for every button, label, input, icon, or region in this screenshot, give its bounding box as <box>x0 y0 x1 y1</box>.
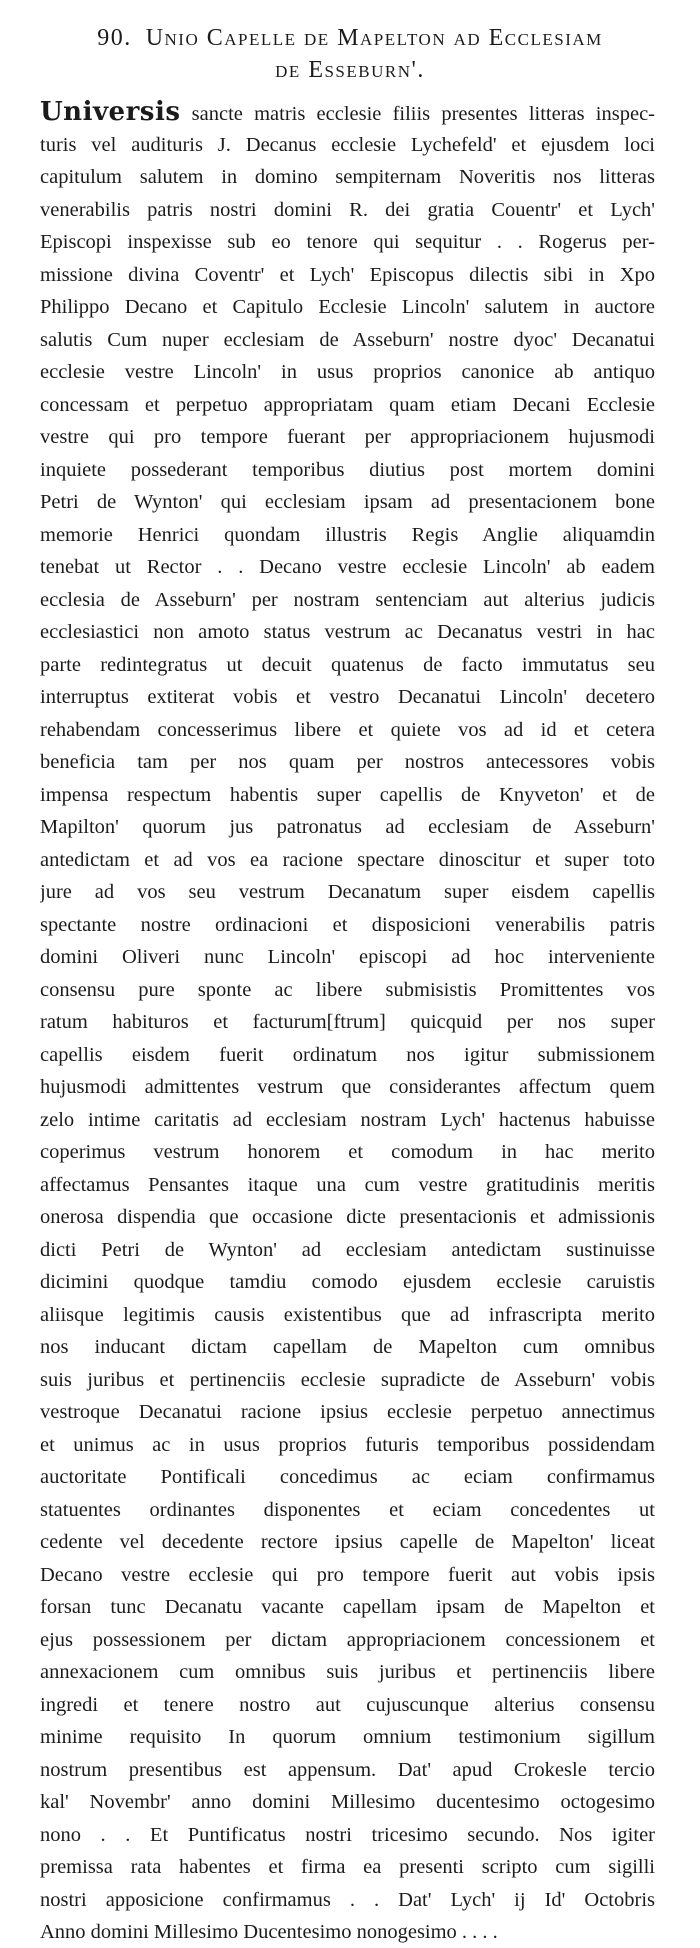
text-line-content: nono . . Et Puntificatus nostri tricesimo secundo. Nos igiter <box>40 1823 655 1846</box>
text-line-content: Mapilton' quorum jus patronatus ad ecclesiam de Asseburn' <box>40 816 655 838</box>
text-line <box>40 1526 655 1558</box>
text-line-content: missione divina Coventr' et Lych' Episcopus dilectis sibi in Xpo <box>40 263 655 286</box>
text-line-content: concessam et perpetuo appropriatam quam etiam Decani Ecclesie <box>40 393 655 416</box>
text-line <box>40 941 655 973</box>
text-line-content: et unimus ac in usus proprios futuris temporibus possidendam <box>40 1433 655 1456</box>
text-line-content: domini Oliveri nunc Lincoln' episcopi ad hoc interveniente <box>40 946 655 968</box>
text-line <box>40 551 655 583</box>
text-line-content: forsan tunc Decanatu vacante capellam ipsam de Mapelton et <box>40 1596 655 1618</box>
text-line <box>40 1006 655 1038</box>
text-line <box>40 1559 655 1591</box>
text-line-content: venerabilis patris nostri domini R. dei gratia Couentr' et Lych' <box>40 198 655 221</box>
text-line-content: nos inducant dictam capellam de Mapelton cum omnibus <box>40 1336 655 1358</box>
text-line-content: sancte matris ecclesie filiis presentes litteras inspec- <box>191 103 655 125</box>
text-line <box>40 1916 655 1948</box>
text-line <box>40 226 655 258</box>
text-line <box>40 96 655 130</box>
text-line-content: tenebat ut Rector . . Decano vestre ecclesie Lincoln' ab eadem <box>40 556 655 578</box>
text-line <box>40 1266 655 1298</box>
text-line <box>40 129 655 161</box>
text-line <box>40 681 655 713</box>
text-line-content: ecclesia de Asseburn' per nostram sentenciam aut alterius judicis <box>40 588 655 611</box>
text-line-content: statuentes ordinantes disponentes et eciam concedentes ut <box>40 1498 655 1521</box>
text-line <box>40 1039 655 1071</box>
text-line <box>40 1071 655 1103</box>
text-line <box>40 161 655 193</box>
text-line-content: coperimus vestrum honorem et comodum in hac merito <box>40 1141 655 1163</box>
text-line-content: cedente vel decedente rectore ipsius capelle de Mapelton' liceat <box>40 1531 655 1553</box>
text-line <box>40 844 655 876</box>
text-line-content: memorie Henrici quondam illustris Regis Anglie aliquamdin <box>40 523 655 546</box>
text-line-content: spectante nostre ordinacioni et disposicioni venerabilis patris <box>40 913 655 936</box>
text-line-content: vestroque Decanatui racione ipsius ecclesie perpetuo annectimus <box>40 1401 655 1423</box>
text-line-content: vestre qui pro tempore fuerant per appropriacionem hujusmodi <box>40 426 655 448</box>
text-line <box>40 1104 655 1136</box>
text-line <box>40 291 655 323</box>
text-line <box>40 454 655 486</box>
text-line-content: parte redintegratus ut decuit quatenus de facto immutatus seu <box>40 653 655 676</box>
text-line-content: aliisque legitimis causis existentibus que ad infrascripta merito <box>40 1303 655 1326</box>
text-line <box>40 616 655 648</box>
text-line <box>40 421 655 453</box>
text-line <box>40 584 655 616</box>
text-line <box>40 811 655 843</box>
text-line <box>40 1721 655 1753</box>
text-line <box>40 1364 655 1396</box>
text-line <box>40 1851 655 1883</box>
text-line <box>40 356 655 388</box>
text-line <box>40 1331 655 1363</box>
text-line <box>40 194 655 226</box>
charter-heading-line-1 <box>0 22 700 54</box>
text-line-content: impensa respectum habentis super capellis de Knyveton' et de <box>40 783 655 806</box>
text-line <box>40 1461 655 1493</box>
text-line-content: auctoritate Pontificali concedimus ac eciam confirmamus <box>40 1466 655 1488</box>
text-line <box>40 1786 655 1818</box>
text-line-content: Philippo Decano et Capitulo Ecclesie Lincoln' salutem in auctore <box>40 296 655 318</box>
text-line <box>40 1754 655 1786</box>
text-line-content: dicimini quodque tamdiu comodo ejusdem ecclesie caruistis <box>40 1271 655 1293</box>
charter-title: Unio Capelle de Mapelton ad Ecclesiam <box>145 25 603 51</box>
text-line <box>40 876 655 908</box>
text-line-content: nostri apposicione confirmamus . . Dat' Lych' ij Id' Octobris <box>40 1888 655 1911</box>
text-line <box>40 1429 655 1461</box>
text-line <box>40 259 655 291</box>
text-line-content: onerosa dispendia que occasione dicte presentacionis et admissionis <box>40 1206 655 1228</box>
text-line-content: minime requisito In quorum omnium testimonium sigillum <box>40 1726 655 1748</box>
text-line-content: rehabendam concesserimus libere et quiete vos ad id et cetera <box>40 718 655 741</box>
text-line-content: dicti Petri de Wynton' ad ecclesiam antedictam sustinuisse <box>40 1238 655 1261</box>
text-line <box>40 1136 655 1168</box>
text-line <box>40 746 655 778</box>
text-line-content: Anno domini Millesimo Ducentesimo nonogesimo . . . . <box>40 1921 498 1943</box>
text-line-content: interruptus extiterat vobis et vestro Decanatui Lincoln' decetero <box>40 686 655 708</box>
text-line-content: inquiete possederant temporibus diutius post mortem domini <box>40 458 655 481</box>
text-line-content: consensu pure sponte ac libere submisistis Promittentes vos <box>40 978 655 1001</box>
text-line <box>40 1624 655 1656</box>
text-line-content: ecclesiastici non amoto status vestrum ac Decanatus vestri in hac <box>40 621 655 643</box>
text-line-content: Decano vestre ecclesie qui pro tempore fuerit aut vobis ipsis <box>40 1563 655 1586</box>
text-line-content: antedictam et ad vos ea racione spectare dinoscitur et super toto <box>40 848 655 871</box>
text-line <box>40 389 655 421</box>
text-line <box>40 1169 655 1201</box>
text-line <box>40 714 655 746</box>
text-line-content: Petri de Wynton' qui ecclesiam ipsam ad presentacionem bone <box>40 491 655 513</box>
text-line <box>40 324 655 356</box>
text-line <box>40 519 655 551</box>
text-line <box>40 1234 655 1266</box>
text-line-content: ratum habituros et facturum[ftrum] quicquid per nos super <box>40 1011 655 1033</box>
text-line <box>40 1656 655 1688</box>
text-line-content: suis juribus et pertinenciis ecclesie supradicte de Asseburn' vobis <box>40 1368 655 1391</box>
text-line <box>40 1299 655 1331</box>
text-line <box>40 1201 655 1233</box>
charter-heading-line-2: de Esseburn'. <box>275 57 425 83</box>
text-line-content: salutis Cum nuper ecclesiam de Asseburn' nostre dyoc' Decanatui <box>40 328 655 351</box>
charter-number: 90. <box>97 25 132 51</box>
text-line-content: jure ad vos seu vestrum Decanatum super eisdem capellis <box>40 881 655 903</box>
text-line-content: beneficia tam per nos quam per nostros antecessores vobis <box>40 751 655 773</box>
text-line-content: kal' Novembr' anno domini Millesimo ducentesimo octogesimo <box>40 1791 655 1813</box>
text-line <box>40 1819 655 1851</box>
text-line-content: Episcopi inspexisse sub eo tenore qui sequitur . . Rogerus per- <box>40 231 655 253</box>
incipit-word: Universis <box>40 97 181 127</box>
text-line <box>40 649 655 681</box>
text-line <box>40 974 655 1006</box>
text-line <box>40 779 655 811</box>
text-line-content: nostrum presentibus est appensum. Dat' apud Crokesle tercio <box>40 1758 655 1781</box>
text-line-content: turis vel audituris J. Decanus ecclesie Lychefeld' et ejusdem loci <box>40 133 655 156</box>
text-line-content: annexacionem cum omnibus suis juribus et pertinenciis libere <box>40 1661 655 1683</box>
text-line <box>40 1396 655 1428</box>
text-line <box>40 1884 655 1916</box>
text-line <box>40 1494 655 1526</box>
text-line <box>40 1689 655 1721</box>
text-line-content: ingredi et tenere nostro aut cujuscunque alterius consensu <box>40 1693 655 1716</box>
text-line-content: hujusmodi admittentes vestrum que considerantes affectum quem <box>40 1076 655 1098</box>
text-line-content: ecclesie vestre Lincoln' in usus proprios canonice ab antiquo <box>40 361 655 383</box>
text-line <box>40 1591 655 1623</box>
text-line-content: capellis eisdem fuerit ordinatum nos igitur submissionem <box>40 1043 655 1066</box>
text-line <box>40 486 655 518</box>
text-line <box>40 909 655 941</box>
text-line-content: affectamus Pensantes itaque una cum vestre gratitudinis meritis <box>40 1173 655 1196</box>
text-line-content: zelo intime caritatis ad ecclesiam nostram Lych' hactenus habuisse <box>40 1108 655 1131</box>
text-line-content: capitulum salutem in domino sempiternam Noveritis nos litteras <box>40 166 655 188</box>
text-line-content: ejus possessionem per dictam appropriacionem concessionem et <box>40 1628 655 1651</box>
text-line-content: premissa rata habentes et firma ea presenti scripto cum sigilli <box>40 1856 655 1878</box>
